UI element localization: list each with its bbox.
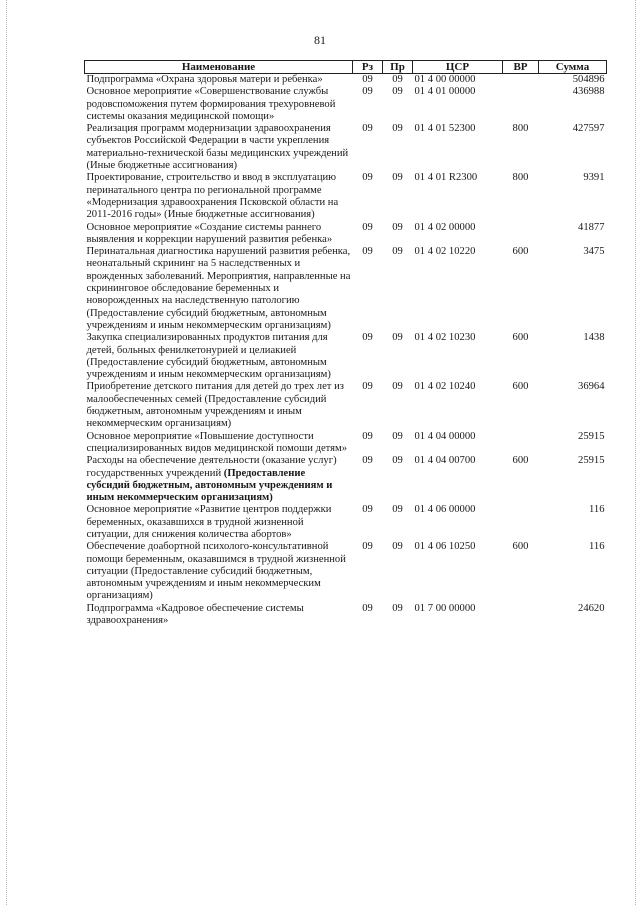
row-vr: 600: [512, 455, 529, 467]
header-vr: ВР: [503, 61, 539, 74]
row-vr: 800: [512, 172, 529, 184]
row-rz: 09: [362, 455, 373, 467]
row-sum: 427597: [572, 123, 605, 135]
table-row: [85, 332, 607, 381]
row-name-tail: (Предоставление субсидий бюджетным, автономным учреждениям и иным некоммерческим организациям): [86, 467, 333, 504]
table-row: [85, 603, 607, 628]
header-sum: Сумма: [539, 61, 607, 74]
row-sum: 9391: [583, 172, 605, 184]
row-pr: 09: [392, 541, 403, 553]
table-row: [85, 455, 607, 504]
row-name: Обеспечение доабортной психолого-консультативной помощи беременным, оказавшимся в трудной жизненной ситуации (Предоставление субсидий бюджетным, автономным учреждениям и иным некоммерческим организациям): [86, 541, 346, 602]
row-name: Реализация программ модернизации здравоохранения субъектов Российской Федерации в части укрепления материально-технической базы медицинских учреждений (Иные бюджетные ассигнования): [86, 123, 349, 172]
row-rz: 09: [362, 221, 373, 233]
row-vr: [503, 431, 539, 456]
row-rz: 09: [362, 602, 373, 614]
row-rz: 09: [362, 381, 373, 393]
row-name: Подпрограмма «Охрана здоровья матери и ребенка»: [86, 74, 323, 85]
row-sum: 25915: [578, 455, 605, 467]
row-csr: 01 7 00 00000: [414, 602, 476, 614]
row-pr: 09: [392, 246, 403, 258]
table-row: [85, 246, 607, 332]
row-name-cell: [85, 455, 353, 504]
row-rz: 09: [362, 172, 373, 184]
row-pr: 09: [392, 332, 403, 344]
row-csr: 01 4 06 10250: [414, 541, 476, 553]
row-pr: 09: [392, 123, 403, 135]
table-row: [85, 172, 607, 221]
table-row: [85, 541, 607, 602]
row-csr: 01 4 02 10240: [414, 381, 476, 393]
header-csr: ЦСР: [413, 61, 503, 74]
row-sum: 25915: [578, 430, 605, 442]
row-sum: 436988: [572, 86, 605, 98]
row-rz: 09: [362, 86, 373, 98]
row-pr: 09: [392, 74, 403, 85]
row-rz: 09: [362, 504, 373, 516]
scan-edge-right: [635, 0, 636, 905]
row-csr: 01 4 02 00000: [414, 221, 476, 233]
row-csr: 01 4 01 00000: [414, 86, 476, 98]
row-vr: 600: [512, 246, 529, 258]
row-name: Расходы на обеспечение деятельности (оказание услуг) государственных учреждений: [86, 455, 337, 479]
page-number: 81: [314, 33, 326, 47]
table-row: [85, 86, 607, 123]
row-pr: 09: [392, 172, 403, 184]
row-csr: 01 4 02 10230: [414, 332, 476, 344]
row-name: Приобретение детского питания для детей до трех лет из малообеспеченных семей (Предоставление субсидий бюджетным, автономным учреждениям и иным некоммерческим организациям): [86, 381, 344, 430]
row-name: Перинатальная диагностика нарушений развития ребенка, неонатальный скрининг на 5 наследственных и врожденных заболеваний. Мероприятия, направленные на скрининговое обследование беременных и новорожденных на наследственную патологию (Предоставление субсидий бюджетным, автономным учреждениям и иным некоммерческим организациям): [86, 246, 351, 331]
table-row: [85, 504, 607, 541]
row-vr: [503, 74, 539, 87]
row-name: Основное мероприятие «Развитие центров поддержки беременных, оказавшихся в трудной жизненной ситуации, для снижения количества абортов»: [86, 504, 332, 540]
row-name: Подпрограмма «Кадровое обеспечение системы здравоохранения»: [86, 602, 304, 627]
row-vr: [503, 222, 539, 247]
row-rz: 09: [362, 123, 373, 135]
row-csr: 01 4 00 00000: [414, 74, 476, 85]
row-rz: 09: [362, 430, 373, 442]
table-row: [85, 74, 607, 87]
row-vr: [503, 504, 539, 541]
table-row: [85, 381, 607, 430]
row-vr: 600: [512, 381, 529, 393]
row-vr: [503, 603, 539, 628]
table-row: [85, 222, 607, 247]
table-row: [85, 123, 607, 172]
row-vr: 600: [512, 332, 529, 344]
table-header-row: [85, 61, 607, 74]
row-csr: 01 4 02 10220: [414, 246, 476, 258]
budget-table: [84, 60, 607, 627]
row-pr: 09: [392, 86, 403, 98]
row-pr: 09: [392, 504, 403, 516]
row-rz: 09: [362, 74, 373, 85]
row-pr: 09: [392, 381, 403, 393]
row-pr: 09: [392, 221, 403, 233]
row-name: Основное мероприятие «Повышение доступности специализированных видов медицинской помоши детям»: [86, 430, 348, 454]
row-csr: 01 4 01 R2300: [414, 172, 478, 184]
row-sum: 1438: [583, 332, 605, 344]
row-csr: 01 4 01 52300: [414, 123, 476, 135]
row-csr: 01 4 04 00000: [414, 430, 476, 442]
row-name: Закупка специализированных продуктов питания для детей, больных фенилкетонурией и целиакией (Предоставление субсидий бюджетным, автономным учреждениям и иным некоммерческим организациям): [86, 332, 331, 381]
row-rz: 09: [362, 246, 373, 258]
row-vr: [503, 86, 539, 123]
row-sum: 36964: [578, 381, 605, 393]
row-pr: 09: [392, 430, 403, 442]
row-sum: 41877: [578, 221, 605, 233]
row-sum: 3475: [583, 246, 605, 258]
row-pr: 09: [392, 602, 403, 614]
row-pr: 09: [392, 455, 403, 467]
row-csr: 01 4 04 00700: [414, 455, 476, 467]
row-csr: 01 4 06 00000: [414, 504, 476, 516]
row-vr: 800: [512, 123, 529, 135]
row-sum: 24620: [578, 602, 605, 614]
row-name: Проектирование, строительство и ввод в эксплуатацию перинатального центра по региональной программе «Модернизация здравоохранения Псковской области на 2011-2016 годы» (Иные бюджетные ассигнования): [86, 172, 339, 221]
row-vr: 600: [512, 541, 529, 553]
row-rz: 09: [362, 541, 373, 553]
row-name: Основное мероприятие «Создание системы раннего выявления и коррекции нарушений развития ребенка»: [86, 221, 333, 245]
table-row: [85, 431, 607, 456]
scan-edge-left: [6, 0, 7, 905]
row-sum: 504896: [572, 74, 605, 85]
row-name: Основное мероприятие «Совершенствование службы родовспоможения путем формирования трехуровневой системы оказания медицинской помощи»: [86, 86, 336, 122]
row-rz: 09: [362, 332, 373, 344]
header-name: Наименование: [85, 61, 353, 74]
header-rz: Рз: [353, 61, 383, 74]
row-sum: 116: [589, 541, 605, 553]
row-sum: 116: [589, 504, 605, 516]
header-pr: Пр: [383, 61, 413, 74]
